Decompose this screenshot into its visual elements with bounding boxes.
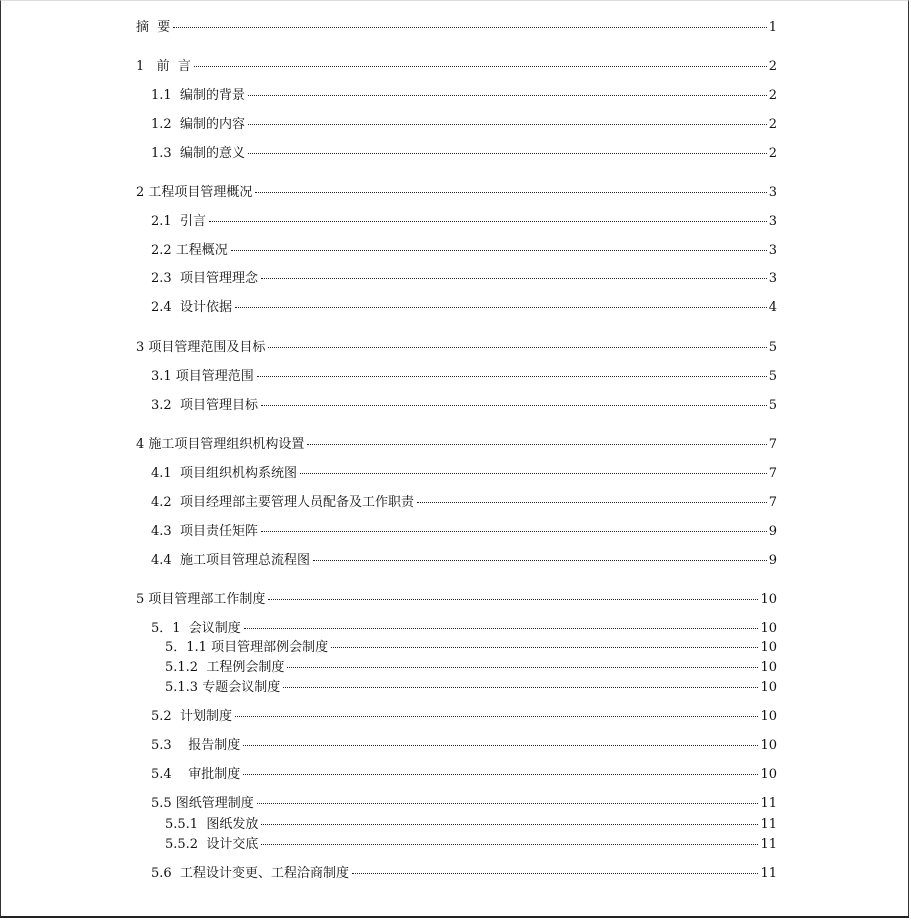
toc-entry-label: 5.3 报告制度 xyxy=(151,738,241,753)
toc-entry-3-1[interactable] xyxy=(151,369,777,385)
toc-entry-1-3[interactable] xyxy=(151,146,777,162)
toc-entry-label: 1 前 言 xyxy=(136,59,191,74)
toc-dot-leader xyxy=(287,666,758,668)
toc-entry-4-3[interactable] xyxy=(151,524,777,540)
toc-entry-label: 2 工程项目管理概况 xyxy=(136,185,253,200)
toc-entry-page: 3 xyxy=(768,185,777,200)
toc-entry-2-4[interactable] xyxy=(151,300,777,316)
toc-dot-leader xyxy=(235,306,767,308)
toc-entry-page: 11 xyxy=(760,796,777,811)
toc-entry-page: 10 xyxy=(760,621,777,636)
toc-entry-5-1-2[interactable] xyxy=(165,660,777,676)
toc-dot-leader xyxy=(268,598,758,600)
toc-entry-label: 5.6 工程设计变更、工程洽商制度 xyxy=(151,866,349,881)
toc-dot-leader xyxy=(255,191,766,193)
toc-entry-5-6[interactable] xyxy=(151,866,777,882)
toc-entry-2-3[interactable] xyxy=(151,271,777,287)
toc-dot-leader xyxy=(283,686,758,688)
toc-entry-label: 2.3 项目管理理念 xyxy=(151,271,258,286)
toc-entry-abstract[interactable] xyxy=(136,20,777,36)
toc-entry-label: 3.1 项目管理范围 xyxy=(151,369,254,384)
toc-entry-label: 5．1 会议制度 xyxy=(151,621,241,636)
toc-entry-label: 2.4 设计依据 xyxy=(151,300,232,315)
toc-entry-page: 2 xyxy=(768,146,777,161)
toc-entry-label: 5 项目管理部工作制度 xyxy=(136,592,266,607)
toc-entry-page: 1 xyxy=(768,20,777,35)
toc-entry-label: 4 施工项目管理组织机构设置 xyxy=(136,437,305,452)
toc-dot-leader xyxy=(257,375,767,377)
toc-dot-leader xyxy=(248,94,767,96)
toc-entry-5-2[interactable] xyxy=(151,709,777,725)
toc-entry-page: 3 xyxy=(768,214,777,229)
toc-entry-label: 5.5 图纸管理制度 xyxy=(151,796,254,811)
toc-entry-page: 2 xyxy=(768,88,777,103)
toc-entry-label: 3.2 项目管理目标 xyxy=(151,398,258,413)
toc-entry-label: 5.5.1 图纸发放 xyxy=(165,817,259,832)
toc-entry-5-5[interactable] xyxy=(151,796,777,812)
toc-dot-leader xyxy=(261,277,767,279)
toc-entry-5-4[interactable] xyxy=(151,767,777,783)
toc-dot-leader xyxy=(244,627,759,629)
toc-entry-label: 4.3 项目责任矩阵 xyxy=(151,524,258,539)
toc-entry-page: 4 xyxy=(768,300,777,315)
toc-dot-leader xyxy=(352,872,759,874)
toc-dot-leader xyxy=(194,65,767,67)
toc-entry-2-2[interactable] xyxy=(151,243,777,259)
toc-entry-5-3[interactable] xyxy=(151,738,777,754)
toc-entry-page: 5 xyxy=(768,369,777,384)
toc-entry-2[interactable] xyxy=(136,185,777,201)
toc-dot-leader xyxy=(261,404,767,406)
toc-dot-leader xyxy=(257,802,759,804)
toc-entry-page: 5 xyxy=(768,340,777,355)
toc-entry-page: 2 xyxy=(768,59,777,74)
toc-entry-page: 10 xyxy=(760,660,777,675)
toc-entry-page: 10 xyxy=(760,738,777,753)
toc-dot-leader xyxy=(243,744,758,746)
toc-entry-label: 2.1 引言 xyxy=(151,214,206,229)
toc-entry-5-1-3[interactable] xyxy=(165,680,777,696)
toc-entry-page: 2 xyxy=(768,117,777,132)
toc-entry-page: 3 xyxy=(768,271,777,286)
toc-entry-page: 9 xyxy=(768,524,777,539)
toc-entry-label: 1.1 编制的背景 xyxy=(151,88,245,103)
toc-entry-4-1[interactable] xyxy=(151,466,777,482)
toc-entry-page: 9 xyxy=(768,553,777,568)
toc-entry-page: 7 xyxy=(768,466,777,481)
toc-dot-leader xyxy=(261,530,767,532)
toc-dot-leader xyxy=(209,220,767,222)
toc-entry-5-5-2[interactable] xyxy=(165,837,777,853)
toc-entry-1-1[interactable] xyxy=(151,88,777,104)
toc-entry-label: 5.1.2 工程例会制度 xyxy=(165,660,285,675)
toc-entry-5[interactable] xyxy=(136,592,777,608)
toc-entry-page: 10 xyxy=(760,709,777,724)
toc-entry-page: 3 xyxy=(768,243,777,258)
toc-entry-page: 7 xyxy=(768,495,777,510)
toc-entry-4-4[interactable] xyxy=(151,553,777,569)
toc-entry-label: 4.1 项目组织机构系统图 xyxy=(151,466,297,481)
toc-entry-page: 7 xyxy=(768,437,777,452)
toc-entry-page: 11 xyxy=(760,817,777,832)
toc-entry-1-2[interactable] xyxy=(151,117,777,133)
toc-entry-label: 5.4 审批制度 xyxy=(151,767,241,782)
toc-entry-page: 10 xyxy=(760,767,777,782)
toc-entry-label: 摘 要 xyxy=(136,20,171,35)
toc-entry-label: 4.4 施工项目管理总流程图 xyxy=(151,553,310,568)
toc-dot-leader xyxy=(231,249,767,251)
toc-entry-5-5-1[interactable] xyxy=(165,817,777,833)
toc-entry-label: 5.2 计划制度 xyxy=(151,709,232,724)
toc-dot-leader xyxy=(243,773,758,775)
toc-dot-leader xyxy=(300,472,767,474)
toc-entry-5-1-1[interactable] xyxy=(165,640,777,656)
toc-entry-3[interactable] xyxy=(136,340,777,356)
toc-entry-page: 5 xyxy=(768,398,777,413)
toc-entry-label: 5.1.3 专题会议制度 xyxy=(165,680,281,695)
toc-entry-label: 4.2 项目经理部主要管理人员配备及工作职责 xyxy=(151,495,414,510)
toc-entry-label: 2.2 工程概况 xyxy=(151,243,228,258)
toc-entry-label: 3 项目管理范围及目标 xyxy=(136,340,266,355)
toc-entry-1[interactable] xyxy=(136,59,777,75)
toc-entry-label: 1.3 编制的意义 xyxy=(151,146,245,161)
toc-dot-leader xyxy=(248,123,767,125)
toc-entry-2-1[interactable] xyxy=(151,214,777,230)
toc-dot-leader xyxy=(173,26,766,28)
toc-entry-5-1[interactable] xyxy=(151,621,777,637)
toc-entry-page: 11 xyxy=(760,837,777,852)
toc-dot-leader xyxy=(248,152,767,154)
toc-dot-leader xyxy=(261,823,758,825)
toc-dot-leader xyxy=(417,501,767,503)
toc-entry-page: 10 xyxy=(760,680,777,695)
toc-dot-leader xyxy=(313,559,767,561)
toc-entry-3-2[interactable] xyxy=(151,398,777,414)
toc-dot-leader xyxy=(261,843,758,845)
toc-entry-4[interactable] xyxy=(136,437,777,453)
toc-dot-leader xyxy=(331,646,758,648)
toc-entry-4-2[interactable] xyxy=(151,495,777,511)
toc-entry-page: 10 xyxy=(760,640,777,655)
toc-entry-page: 11 xyxy=(760,866,777,881)
toc-dot-leader xyxy=(235,715,759,717)
toc-entry-label: 5.5.2 设计交底 xyxy=(165,837,259,852)
toc-entry-label: 1.2 编制的内容 xyxy=(151,117,245,132)
toc-dot-leader xyxy=(268,346,766,348)
toc-entry-page: 10 xyxy=(760,592,777,607)
toc-dot-leader xyxy=(307,443,766,445)
toc-entry-label: 5．1.1 项目管理部例会制度 xyxy=(165,640,329,655)
